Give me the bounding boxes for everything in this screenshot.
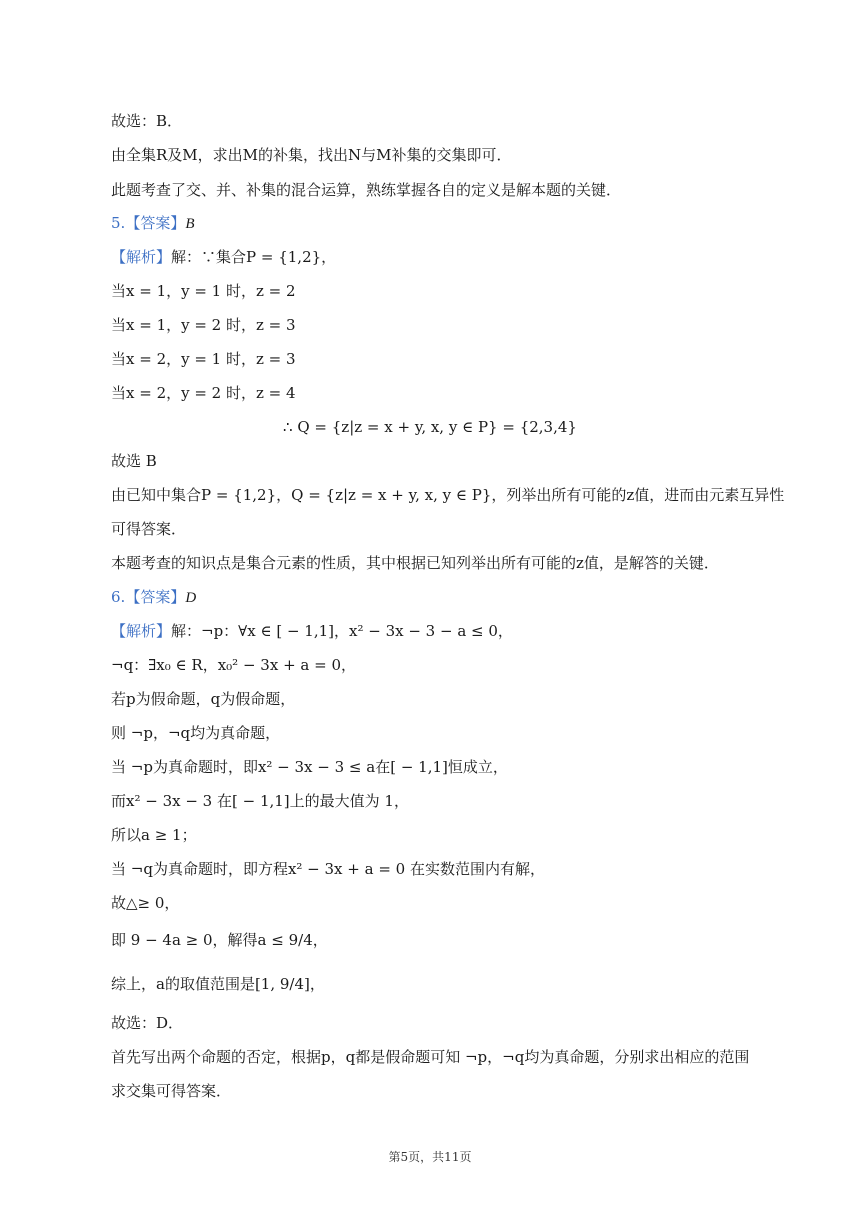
- analysis-line: [111, 621, 513, 641]
- text-line: 综上，a的取值范围是[1, 9/4]，: [111, 975, 325, 993]
- text-line: 所以a ≥ 1；: [111, 826, 197, 844]
- text-line: 而x² − 3x − 3 在[ − 1,1]上的最大值为 1，: [111, 792, 409, 810]
- text-line: 当x = 1，y = 2 时，z = 3: [111, 316, 296, 334]
- text-line: 求交集可得答案．: [111, 1082, 232, 1100]
- text-line: 则 ¬p，¬q均为真命题，: [111, 724, 281, 742]
- text-line: 本题考查的知识点是集合元素的性质，其中根据已知列举出所有可能的z值，是解答的关键．: [111, 554, 719, 572]
- text-line: 故选：B．: [111, 112, 183, 130]
- text-line: 当x = 2，y = 2 时，z = 4: [111, 384, 296, 402]
- text-line: 当 ¬p为真命题时，即x² − 3x − 3 ≤ a在[ − 1,1]恒成立，: [111, 758, 508, 776]
- text-line: 当 ¬q为真命题时，即方程x² − 3x + a = 0 在实数范围内有解，: [111, 860, 545, 878]
- text-line: 若p为假命题，q为假命题，: [111, 690, 296, 708]
- analysis-text: 解：¬p：∀x ∈ [ − 1,1]，x² − 3x − 3 − a ≤ 0，: [171, 622, 513, 640]
- question-number: 6.: [111, 588, 126, 606]
- analysis-tag: 【解析】: [111, 622, 172, 640]
- answer-heading-6: [111, 587, 196, 608]
- page-footer: 第5页，共11页: [388, 1150, 472, 1164]
- question-number: 5.: [111, 214, 126, 232]
- text-line: 当x = 2，y = 1 时，z = 3: [111, 350, 296, 368]
- answer-tag: 【答案】: [125, 588, 186, 606]
- text-line: 故选：D．: [111, 1014, 184, 1032]
- answer-value: B: [185, 216, 195, 232]
- answer-heading-5: [111, 213, 195, 234]
- text-line: 此题考查了交、并、补集的混合运算，熟练掌握各自的定义是解本题的关键．: [111, 181, 622, 199]
- answer-value: D: [185, 590, 197, 606]
- analysis-text: 解：∵集合P = {1,2}，: [171, 248, 337, 266]
- centered-equation: ∴ Q = {z|z = x + y, x, y ∈ P} = {2,3,4}: [283, 418, 577, 436]
- analysis-tag: 【解析】: [111, 248, 172, 266]
- text-line: 当x = 1，y = 1 时，z = 2: [111, 282, 296, 300]
- text-line: 由已知中集合P = {1,2}，Q = {z|z = x + y, x, y ∈ P}，列举出所有可能的z值，进而由元素互异性: [111, 486, 785, 504]
- answer-tag: 【答案】: [125, 214, 186, 232]
- text-line: 故△≥ 0，: [111, 894, 180, 912]
- text-line: 即 9 − 4a ≥ 0，解得a ≤ 9/4，: [111, 931, 328, 949]
- analysis-line: [111, 247, 336, 267]
- text-line: 首先写出两个命题的否定，根据p，q都是假命题可知 ¬p，¬q均为真命题，分别求出相应的范围: [111, 1048, 750, 1066]
- text-line: 可得答案．: [111, 520, 187, 538]
- text-line: 故选 B: [111, 452, 157, 470]
- text-line: ¬q：∃x₀ ∈ R，x₀² − 3x + a = 0，: [111, 656, 357, 674]
- text-line: 由全集R及M，求出M的补集，找出N与M补集的交集即可．: [111, 146, 512, 164]
